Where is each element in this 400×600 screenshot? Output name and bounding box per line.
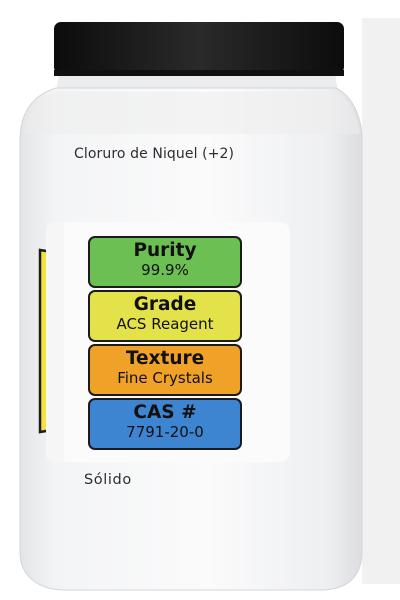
spec-title: Grade — [133, 294, 197, 315]
purity-spec — [88, 236, 242, 288]
texture-spec — [88, 344, 242, 396]
cas-number-spec — [88, 398, 242, 450]
physical-state: Sólido — [84, 472, 132, 488]
spec-value: 99.9% — [141, 261, 189, 279]
spec-value: ACS Reagent — [116, 315, 214, 333]
spec-title: Texture — [125, 348, 205, 369]
spec-value: 7791-20-0 — [126, 423, 204, 441]
spec-value: Fine Crystals — [117, 369, 213, 387]
bottle-cap — [54, 22, 344, 74]
chemical-name: Cloruro de Niquel (+2) — [74, 146, 235, 162]
spec-stack — [88, 236, 246, 452]
spec-title: Purity — [133, 240, 197, 261]
spec-title: CAS # — [133, 402, 197, 423]
grade-spec — [88, 290, 242, 342]
